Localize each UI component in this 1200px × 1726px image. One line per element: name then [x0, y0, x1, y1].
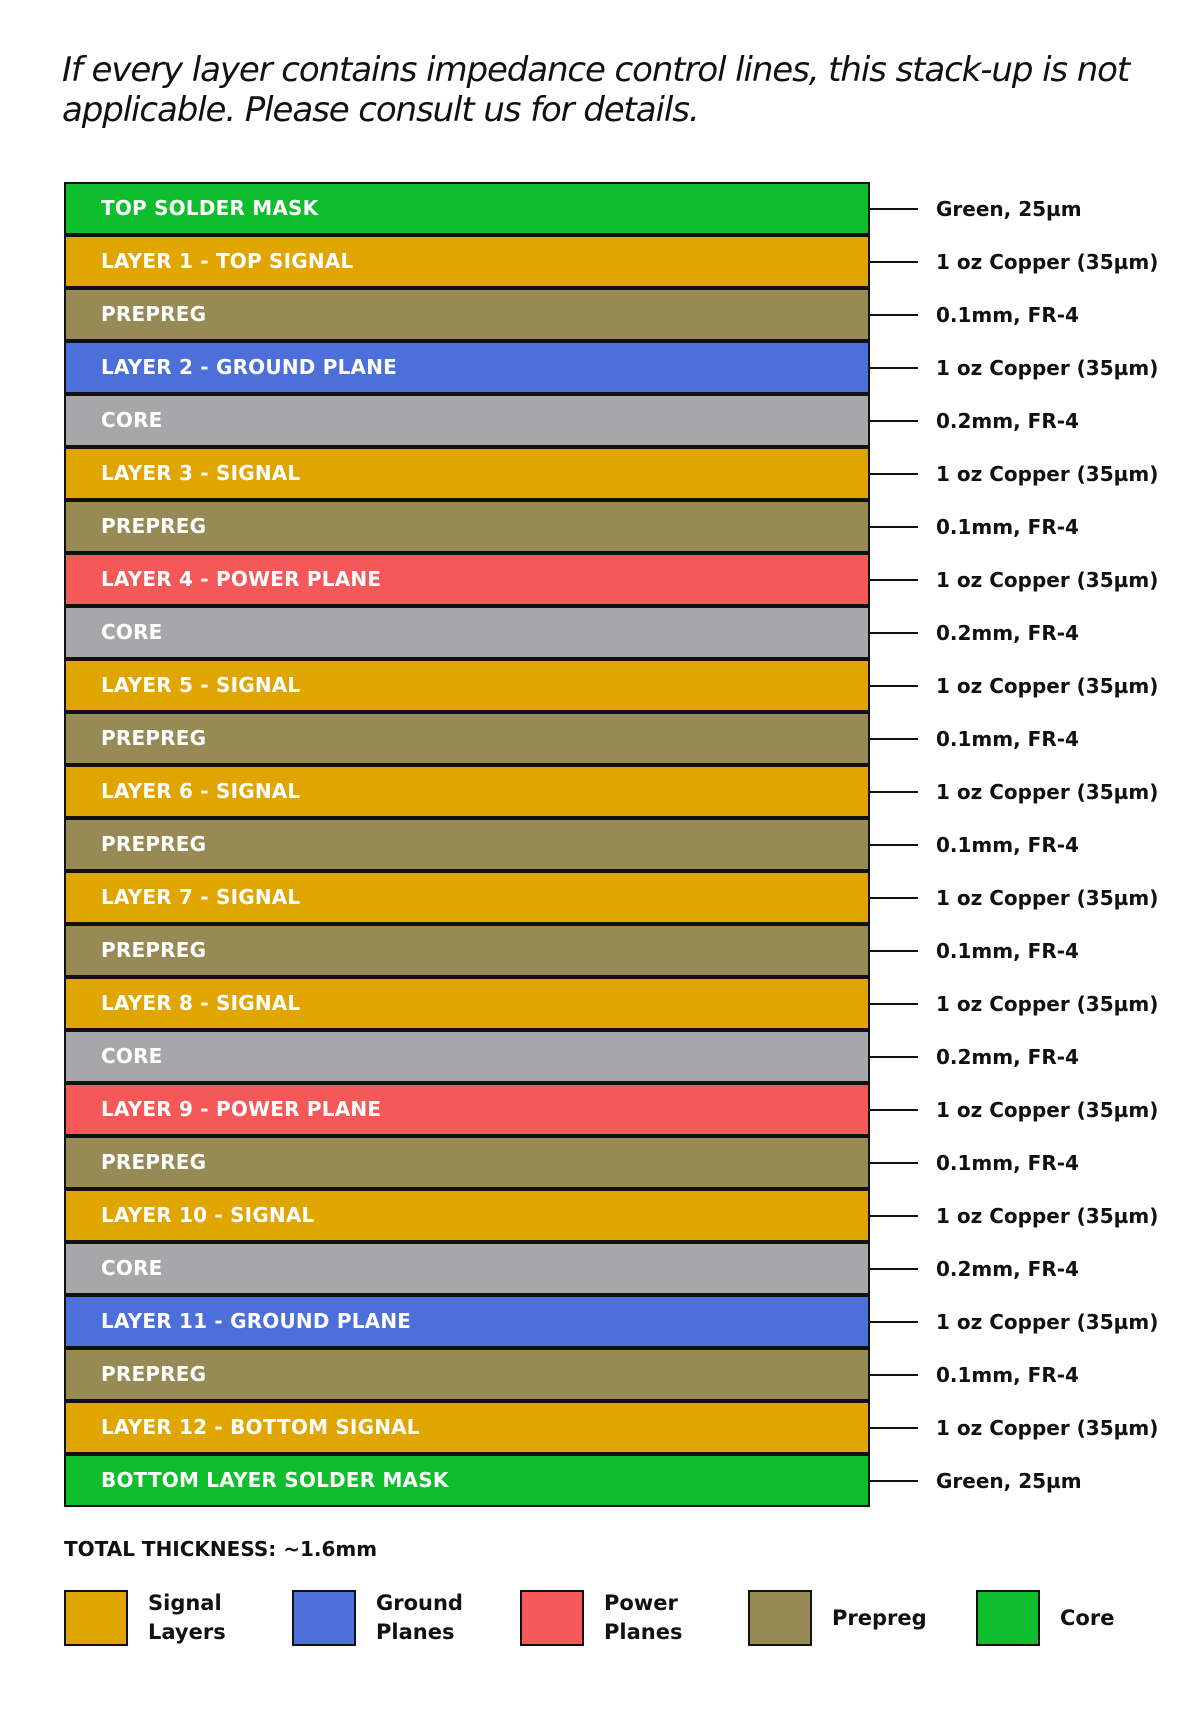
leader-line — [870, 1162, 918, 1164]
leader-line — [870, 314, 918, 316]
leader-line — [870, 844, 918, 846]
layer-bar-prepreg — [64, 924, 870, 977]
layer-bar-core — [64, 1030, 870, 1083]
layer-bar-signal — [64, 1189, 870, 1242]
layer-name: LAYER 12 - BOTTOM SIGNAL — [101, 1415, 420, 1439]
layer-row — [64, 925, 1164, 978]
leader-line — [870, 1109, 918, 1111]
layer-name: PREPREG — [101, 1362, 207, 1386]
layer-row — [64, 1402, 1164, 1455]
legend-swatch — [976, 1590, 1040, 1646]
layer-bar-ground — [64, 1295, 870, 1348]
leader-line — [870, 1215, 918, 1217]
layer-name: CORE — [101, 1256, 163, 1280]
layer-name: PREPREG — [101, 514, 207, 538]
layer-row — [64, 183, 1164, 236]
layer-spec: 1 oz Copper (35µm) — [936, 356, 1159, 380]
layer-spec: 1 oz Copper (35µm) — [936, 674, 1159, 698]
layer-spec: 1 oz Copper (35µm) — [936, 780, 1159, 804]
legend-label: Signal Layers — [148, 1591, 226, 1644]
layer-row — [64, 342, 1164, 395]
layer-row — [64, 872, 1164, 925]
layer-name: PREPREG — [101, 938, 207, 962]
leader-line — [870, 632, 918, 634]
layer-row — [64, 978, 1164, 1031]
layer-row — [64, 819, 1164, 872]
layer-spec: 0.2mm, FR-4 — [936, 1257, 1079, 1281]
layer-row — [64, 1243, 1164, 1296]
layer-name: BOTTOM LAYER SOLDER MASK — [101, 1468, 449, 1492]
leader-line — [870, 420, 918, 422]
layer-name: CORE — [101, 620, 163, 644]
layer-spec: 1 oz Copper (35µm) — [936, 886, 1159, 910]
layer-bar-signal — [64, 765, 870, 818]
layer-spec: 0.2mm, FR-4 — [936, 409, 1079, 433]
leader-line — [870, 950, 918, 952]
layer-row — [64, 607, 1164, 660]
layer-bar-core — [64, 606, 870, 659]
layer-row — [64, 1190, 1164, 1243]
layer-name: LAYER 6 - SIGNAL — [101, 779, 301, 803]
layer-bar-signal — [64, 235, 870, 288]
leader-line — [870, 1056, 918, 1058]
layer-bar-ground — [64, 341, 870, 394]
layer-row — [64, 554, 1164, 607]
layer-spec: 0.1mm, FR-4 — [936, 1363, 1079, 1387]
legend — [64, 1590, 1164, 1650]
layer-bar-signal — [64, 871, 870, 924]
layer-bar-prepreg — [64, 1348, 870, 1401]
leader-line — [870, 685, 918, 687]
layer-name: LAYER 3 - SIGNAL — [101, 461, 301, 485]
layer-row — [64, 501, 1164, 554]
leader-line — [870, 579, 918, 581]
layer-name: LAYER 11 - GROUND PLANE — [101, 1309, 412, 1333]
layer-bar-core — [64, 394, 870, 447]
legend-swatch — [520, 1590, 584, 1646]
layer-row — [64, 766, 1164, 819]
layer-spec: 0.1mm, FR-4 — [936, 833, 1079, 857]
layer-bar-mask — [64, 182, 870, 235]
leader-line — [870, 526, 918, 528]
leader-line — [870, 1427, 918, 1429]
layer-row — [64, 713, 1164, 766]
legend-label: Power Planes — [604, 1591, 683, 1644]
layer-row — [64, 1349, 1164, 1402]
leader-line — [870, 1268, 918, 1270]
layer-bar-power — [64, 1083, 870, 1136]
layer-stackup — [64, 183, 1164, 1508]
layer-bar-prepreg — [64, 500, 870, 553]
total-thickness: TOTAL THICKNESS: ~1.6mm — [64, 1537, 378, 1561]
layer-name: LAYER 10 - SIGNAL — [101, 1203, 315, 1227]
leader-line — [870, 1321, 918, 1323]
layer-bar-prepreg — [64, 818, 870, 871]
layer-name: LAYER 5 - SIGNAL — [101, 673, 301, 697]
leader-line — [870, 1480, 918, 1482]
layer-bar-prepreg — [64, 712, 870, 765]
layer-row — [64, 1031, 1164, 1084]
layer-bar-signal — [64, 659, 870, 712]
layer-name: LAYER 2 - GROUND PLANE — [101, 355, 398, 379]
layer-row — [64, 236, 1164, 289]
layer-name: PREPREG — [101, 832, 207, 856]
layer-name: LAYER 1 - TOP SIGNAL — [101, 249, 354, 273]
layer-spec: 1 oz Copper (35µm) — [936, 1310, 1159, 1334]
layer-bar-core — [64, 1242, 870, 1295]
layer-bar-power — [64, 553, 870, 606]
layer-name: PREPREG — [101, 726, 207, 750]
layer-row — [64, 289, 1164, 342]
leader-line — [870, 473, 918, 475]
leader-line — [870, 367, 918, 369]
legend-swatch — [748, 1590, 812, 1646]
legend-label: Core — [1060, 1605, 1115, 1630]
layer-name: CORE — [101, 1044, 163, 1068]
layer-row — [64, 1137, 1164, 1190]
layer-spec: 0.1mm, FR-4 — [936, 515, 1079, 539]
layer-spec: Green, 25µm — [936, 1469, 1082, 1493]
layer-row — [64, 1296, 1164, 1349]
legend-label: Prepreg — [832, 1605, 927, 1630]
leader-line — [870, 1003, 918, 1005]
leader-line — [870, 738, 918, 740]
intro-note: If every layer contains impedance control lines, this stack-up is not applicable. Please consult us for details. — [62, 50, 1130, 130]
layer-row — [64, 448, 1164, 501]
leader-line — [870, 897, 918, 899]
layer-spec: 1 oz Copper (35µm) — [936, 1204, 1159, 1228]
legend-swatch — [64, 1590, 128, 1646]
layer-bar-prepreg — [64, 1136, 870, 1189]
layer-name: CORE — [101, 408, 163, 432]
leader-line — [870, 791, 918, 793]
layer-name: LAYER 7 - SIGNAL — [101, 885, 301, 909]
layer-spec: 1 oz Copper (35µm) — [936, 1416, 1159, 1440]
layer-spec: 1 oz Copper (35µm) — [936, 250, 1159, 274]
layer-spec: 0.1mm, FR-4 — [936, 1151, 1079, 1175]
layer-spec: Green, 25µm — [936, 197, 1082, 221]
legend-label: Ground Planes — [376, 1591, 463, 1644]
layer-name: PREPREG — [101, 302, 207, 326]
layer-spec: 1 oz Copper (35µm) — [936, 568, 1159, 592]
layer-row — [64, 1455, 1164, 1508]
layer-name: TOP SOLDER MASK — [101, 196, 319, 220]
layer-bar-signal — [64, 1401, 870, 1454]
layer-bar-signal — [64, 447, 870, 500]
layer-bar-prepreg — [64, 288, 870, 341]
layer-spec: 0.2mm, FR-4 — [936, 1045, 1079, 1069]
layer-name: LAYER 8 - SIGNAL — [101, 991, 301, 1015]
layer-name: LAYER 4 - POWER PLANE — [101, 567, 382, 591]
layer-name: LAYER 9 - POWER PLANE — [101, 1097, 382, 1121]
layer-spec: 0.1mm, FR-4 — [936, 303, 1079, 327]
layer-spec: 0.1mm, FR-4 — [936, 939, 1079, 963]
legend-swatch — [292, 1590, 356, 1646]
leader-line — [870, 208, 918, 210]
layer-spec: 1 oz Copper (35µm) — [936, 462, 1159, 486]
layer-spec: 1 oz Copper (35µm) — [936, 992, 1159, 1016]
layer-spec: 1 oz Copper (35µm) — [936, 1098, 1159, 1122]
layer-spec: 0.2mm, FR-4 — [936, 621, 1079, 645]
layer-spec: 0.1mm, FR-4 — [936, 727, 1079, 751]
leader-line — [870, 261, 918, 263]
layer-row — [64, 395, 1164, 448]
layer-bar-mask — [64, 1454, 870, 1507]
layer-bar-signal — [64, 977, 870, 1030]
layer-row — [64, 660, 1164, 713]
leader-line — [870, 1374, 918, 1376]
layer-name: PREPREG — [101, 1150, 207, 1174]
layer-row — [64, 1084, 1164, 1137]
